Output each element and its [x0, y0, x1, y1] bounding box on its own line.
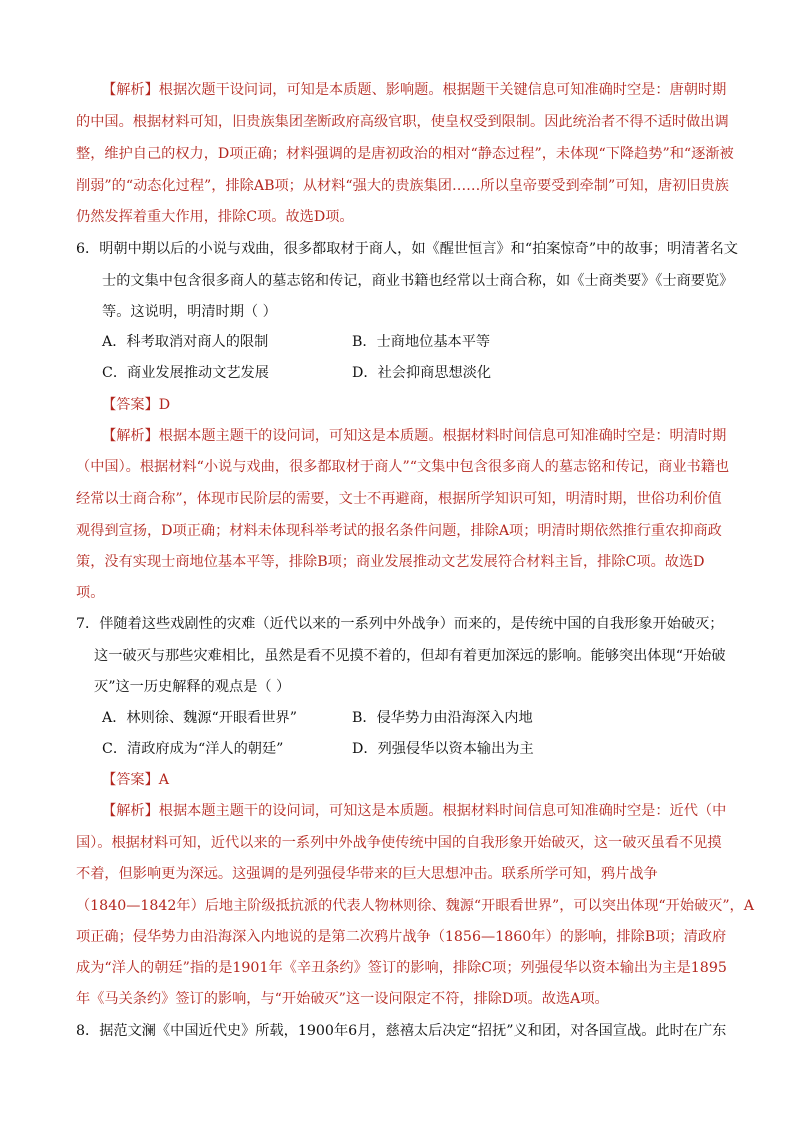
- q7-answer-value: A: [158, 772, 170, 788]
- q7-stem-line-2: 这一破灭与那些灾难相比，虽然是看不见摸不着的，但却有着更加深远的影响。能够突出体现“开始破: [94, 648, 726, 664]
- q6-analysis-line-4: 观得到宣扬，D项正确；材料未体现科举考试的报名条件问题，排除A项；明清时期依然推行重农抑商政: [76, 523, 722, 539]
- q7-option-c: C．清政府成为“洋人的朝廷”: [102, 741, 284, 757]
- q6-answer-tag: 【答案】: [102, 397, 159, 413]
- q7-analysis-line-3: 不着，但影响更为深远。这强调的是列强侵华带来的巨大思想冲击。联系所学可知，鸦片战争: [76, 866, 658, 882]
- q6-stem-line-2: 士的文集中包含很多商人的墓志铭和传记，商业书籍也经常以士商合称，如《士商类要》《士商要览》: [102, 273, 734, 289]
- q7-analysis-line-7: 年《马关条约》签订的影响，与“开始破灭”这一设问限定不符，排除D项。故选A项。: [76, 991, 609, 1007]
- q7-option-a: A．林则徐、魏源“开眼看世界”: [102, 710, 298, 726]
- q7-analysis-line-1: 【解析】根据本题主题干的设问词，可知这是本质题。根据材料时间信息可知准确时空是：近代（中: [102, 803, 727, 819]
- q7-answer: [102, 770, 169, 790]
- q7-stem-line-3: 灭”这一历史解释的观点是（ ）: [94, 679, 291, 695]
- q6-option-c: C．商业发展推动文艺发展: [102, 365, 269, 381]
- q5-analysis-line-3: 整，维护自己的权力，D项正确；材料强调的是唐初政治的相对“静态过程”，未体现“下降趋势”和“逐渐被: [76, 146, 734, 162]
- q8-stem-line-1: 8．据范文澜《中国近代史》所载，1900年6月，慈禧太后决定“招抚”义和团，对各国宣战。此时在广东: [76, 1023, 727, 1039]
- q7-answer-tag: 【答案】: [102, 772, 159, 788]
- q7-option-b: B．侵华势力由沿海深入内地: [352, 710, 533, 726]
- q6-option-b: B．士商地位基本平等: [352, 334, 491, 350]
- q6-stem-line-1: 6．明朝中期以后的小说与戏曲，很多都取材于商人，如《醒世恒言》和“拍案惊奇”中的故事；明清著名文: [76, 241, 738, 257]
- q6-option-d: D．社会抑商思想淡化: [352, 365, 492, 381]
- q5-analysis-line-1: 【解析】根据次题干设问词，可知是本质题、影响题。根据题干关键信息可知准确时空是：唐朝时期: [102, 82, 727, 98]
- q7-stem-line-1: 7．伴随着这些戏剧性的灾难（近代以来的一系列中外战争）而来的，是传统中国的自我形象开始破灭；: [76, 616, 724, 632]
- q6-answer: [102, 395, 170, 415]
- q6-stem-line-3: 等。这说明，明清时期（ ）: [102, 304, 277, 320]
- q6-analysis-line-3: 经常以士商合称”，体现市民阶层的需要，文士不再避商，根据所学知识可知，明清时期，世俗功利价值: [76, 491, 722, 507]
- q5-analysis-line-4: 削弱”的“动态化过程”，排除AB项；从材料“强大的贵族集团……所以皇帝要受到牵制”可知，唐初旧贵族: [76, 178, 729, 194]
- q6-option-a: A．科考取消对商人的限制: [102, 334, 269, 350]
- q7-analysis-line-4: （1840—1842年）后地主阶级抵抗派的代表人物林则徐、魏源“开眼看世界”，可以突出体现“开始破灭”，A: [76, 898, 754, 914]
- q5-analysis-line-5: 仍然发挥着重大作用，排除C项。故选D项。: [76, 209, 354, 225]
- q7-analysis-line-5: 项正确；侵华势力由沿海深入内地说的是第二次鸦片战争（1856—1860年）的影响，排除B项；清政府: [76, 929, 727, 945]
- q6-analysis-line-6: 项。: [76, 585, 105, 601]
- q6-answer-value: D: [158, 397, 171, 413]
- q5-analysis-line-2: 的中国。根据材料可知，旧贵族集团垄断政府高级官职，使皇权受到限制。因此统治者不得不适时做出调: [76, 114, 729, 130]
- q7-analysis-line-2: 国）。根据材料可知，近代以来的一系列中外战争使传统中国的自我形象开始破灭，这一破灭虽看不见摸: [76, 835, 722, 851]
- q7-option-d: D．列强侵华以资本输出为主: [352, 741, 534, 757]
- q6-analysis-line-2: （中国）。根据材料“小说与戏曲，很多都取材于商人”“文集中包含很多商人的墓志铭和传记，商业书籍也: [76, 459, 730, 475]
- q7-analysis-line-6: 成为“洋人的朝廷”指的是1901年《辛丑条约》签订的影响，排除C项；列强侵华以资本输出为主是1895: [76, 960, 727, 976]
- q6-analysis-line-1: 【解析】根据本题主题干的设问词，可知这是本质题。根据材料时间信息可知准确时空是：明清时期: [102, 428, 727, 444]
- q6-analysis-line-5: 策，没有实现士商地位基本平等，排除B项；商业发展推动文艺发展符合材料主旨，排除C项。故选D: [76, 554, 705, 570]
